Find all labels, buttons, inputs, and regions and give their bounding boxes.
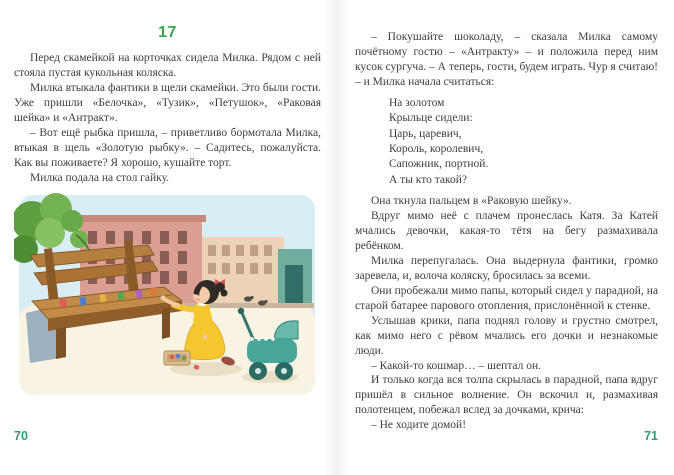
paragraph: – Вот ещё рыбка пришла, – приветливо бормотала Милка, втыкая в щель «Золотую рыбку». – Садитесь, пожалуйста. Как вы поживаете? Я хорошо, кушайте торт. (14, 126, 321, 169)
verse-line: Царь, царевич, (389, 127, 462, 140)
paragraph: Она ткнула пальцем в «Раковую шейку». (371, 195, 572, 208)
verse-line: На золотом (389, 96, 445, 109)
paragraph: Милка перепугалась. Она выдернула фантики, громко заревела, и, волоча коляску, бросилась за всеми. (355, 254, 658, 282)
illustration (14, 193, 320, 405)
paragraph: Милка втыкала фантики в щели скамейки. Это были гости. Уже пришли «Белочка», «Тузик», «Петушок», «Раковая шейка» и «Антракт». (14, 81, 321, 124)
paragraph: Милка подала на стол гайку. (30, 171, 170, 184)
verse-line: А ты кто такой? (389, 173, 468, 186)
paragraph: – Какой-то кошмар… – шептал он. (371, 359, 542, 372)
paragraph: Они пробежали мимо папы, который сидел у парадной, на старой батарее парового отопления, прислонённой к стенке. (355, 284, 658, 312)
counting-rhyme (389, 96, 658, 188)
verse-line: Сапожник, портной. (389, 158, 489, 171)
chapter-number: 17 (158, 24, 177, 41)
paragraph: И только когда вся толпа скрылась в парадной, папа вдруг пришёл в сильное волнение. Он вскочил и, размахивая полотенцем, побежал вслед за дочками, крича: (355, 374, 658, 417)
paragraph: – Не ходите домой! (371, 419, 467, 432)
page-number-right: 71 (644, 429, 658, 443)
verse-line: Король, королевич, (389, 142, 484, 155)
page-number-left: 70 (14, 429, 28, 443)
verse-line: Крыльце сидели: (389, 112, 473, 125)
paragraph: – Покушайте шоколаду, – сказала Милка самому почётному гостю – «Антракту» – и положила перед ним кусок сургуча. – А теперь, гости, будем играть. Чур я считаю! – и Милка начала считаться: (355, 31, 658, 88)
paragraph: Услышав крики, папа поднял голову и грустно смотрел, как мимо него с рёвом мчались его дочки и незнакомые люди. (355, 314, 658, 357)
paragraph: Вдруг мимо неё с плачем пронеслась Катя. За Катей мчались девочки, какая-то тётя на бегу размахивала ребёнком. (355, 210, 658, 252)
page-right (337, 0, 674, 475)
paragraph: Перед скамейкой на корточках сидела Милка. Рядом с ней стояла пустая кукольная коляска. (14, 52, 321, 79)
